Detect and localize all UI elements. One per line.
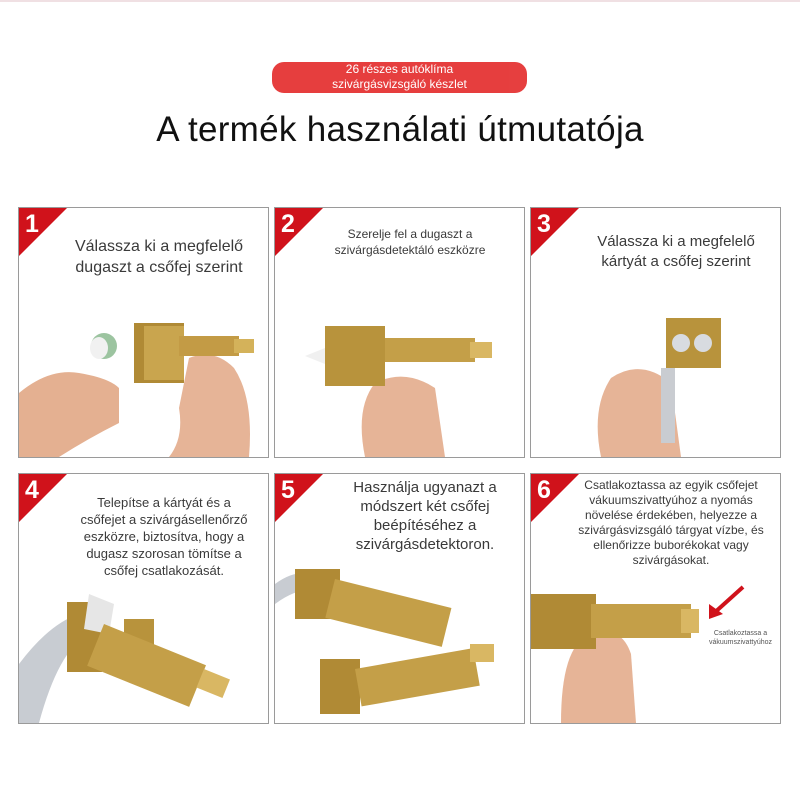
step-5-text: Használja ugyanazt a módszert két csőfej beépítéséhez a szivárgásdetektoron. — [353, 479, 497, 553]
step-3-text: Válassza ki a megfelelő kártyát a csőfej szerint — [597, 233, 755, 270]
step-panel-5 — [274, 473, 525, 724]
step-panel-1 — [18, 207, 269, 458]
step-number-2: 2 — [281, 210, 295, 238]
step-6-text: Csatlakoztassa az egyik csőfejet vákuumszivattyúhoz a nyomás növelése érdekében, helyezze a szivárgásvizsgáló tárgyat vízbe, és ellenőrizze buborékokat vagy szivárgásokat. — [578, 478, 764, 567]
step-panel-4 — [18, 473, 269, 724]
banner-line-1: 26 részes autóklíma — [345, 62, 454, 76]
step-1-text: Válassza ki a megfelelő dugaszt a csőfej szerint — [74, 238, 244, 276]
step-panel-6 — [530, 473, 781, 724]
step-2-text: Szerelje fel a dugaszt a szivárgásdetektáló eszközre — [334, 227, 486, 257]
step-panel-2 — [274, 207, 525, 458]
step-number-3: 3 — [537, 210, 551, 238]
step-number-6: 6 — [537, 476, 551, 504]
vacuum-callout: Csatlakoztassa a vákuumszivattyúhoz — [708, 630, 773, 646]
banner-line-2: szivárgásvizsgáló készlet — [332, 77, 467, 91]
step-panel-3 — [530, 207, 781, 458]
step-4-text: Telepítse a kártyát és a csőfejet a szivárgásellenőrző eszközre, biztosítva, hogy a dugasz szorosan tömítse a csőfej csatlakozását. — [80, 495, 248, 578]
step-number-5: 5 — [281, 476, 295, 504]
page-title: A termék használati útmutatója — [156, 110, 644, 149]
top-divider — [0, 0, 800, 2]
step-number-1: 1 — [25, 210, 39, 238]
product-banner — [272, 62, 527, 93]
step-number-4: 4 — [25, 476, 39, 504]
